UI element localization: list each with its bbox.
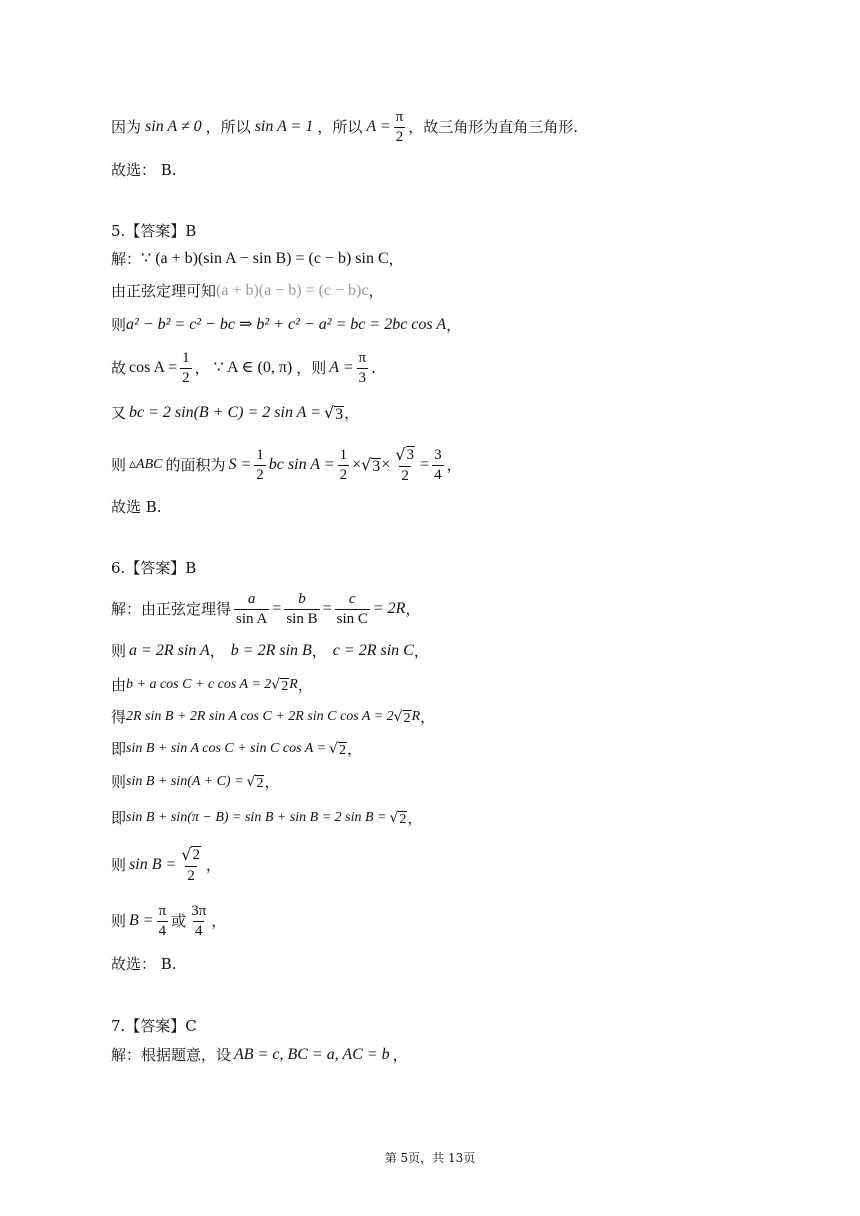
- q6-line-8: 则 sin B = √ 2 2 ，: [111, 844, 221, 884]
- sqrt: √ 2: [246, 774, 264, 791]
- fraction: $\frac{\pi}{4}$: [158, 902, 167, 939]
- page-footer: 第 5页，共 13页: [384, 1151, 476, 1165]
- fraction: $\frac{1}{2}$: [339, 446, 348, 483]
- fraction: √ 2 2: [181, 844, 200, 884]
- q6-line-1: 解：由正弦定理得 $\frac{a}{\text{sin A}}$ = $\frac{b}{\text{sin B}}$ = $\frac{c}{\text{sin C}}$ = 2R ，: [111, 590, 421, 627]
- q5-line-2: 由正弦定理可知 (a + b)(a − b) = (c − b)c ，: [111, 282, 384, 300]
- q6-line-3: 由 b + a cos C + c cos A = 2 √ 2 R ，: [111, 676, 313, 694]
- q7-line-1: 解：根据题意，设 AB = c, BC = a, AC = b ，: [111, 1046, 408, 1064]
- fraction: $\frac{3}{4}$: [434, 446, 442, 483]
- q5-header: 5.【答案】B: [111, 222, 197, 240]
- q6-line-5: 即 sin B + sin A cos C + sin C cos A = √ 2 ，: [111, 740, 362, 758]
- sqrt: √ 3: [323, 403, 344, 423]
- sqrt: √ 2: [389, 810, 407, 827]
- fraction: $\frac{1}{2}$: [182, 349, 190, 386]
- q6-line-7: 即 sin B + sin(π − B) = sin B + sin B = 2 sin B = √ 2 ，: [111, 809, 423, 827]
- fraction: $\frac{b}{\text{sin B}}$: [286, 590, 318, 627]
- q6-choice: 故选： B.: [111, 955, 177, 973]
- sqrt: √ 2: [271, 677, 289, 694]
- sqrt: √ 2: [393, 709, 411, 726]
- q6-line-9: 则 B = $\frac{\pi}{4}$ 或 $\frac{3\pi}{4}$ ，: [111, 902, 227, 939]
- q6-line-6: 则 sin B + sin(A + C) = √ 2 ，: [111, 773, 280, 791]
- q7-header: 7.【答案】C: [111, 1017, 197, 1035]
- fraction: $\frac{\pi}{2}$: [395, 108, 404, 145]
- q5-line-4: 故 cos A = $\frac{1}{2}$ ， ∵ A ∈ (0, π) ，则 A = $\frac{\pi}{3}$ .: [111, 349, 376, 386]
- fraction: $\frac{a}{\text{sin A}}$: [236, 590, 268, 627]
- prior-choice: 故选： B.: [111, 161, 177, 179]
- fraction: $\frac{1}{2}$: [256, 446, 264, 483]
- q5-choice: 故选 B.: [111, 498, 162, 516]
- sqrt: √ 2: [329, 741, 346, 758]
- sqrt: √ 3: [361, 455, 381, 475]
- q5-line-1: 解： ∵ (a + b)(sin A − sin B) = (c − b) sin C ，: [111, 250, 404, 268]
- q6-header: 6.【答案】B: [111, 559, 197, 577]
- q5-line-3: 则 a² − b² = c² − bc ⇒ b² + c² − a² = bc = 2bc cos A ，: [111, 316, 462, 334]
- q6-line-4: 得 2R sin B + 2R sin A cos C + 2R sin C cos A = 2 √ 2 R ，: [111, 708, 436, 726]
- q5-line-5: 又 bc = 2 sin(B + C) = 2 sin A = √ 3 ，: [111, 403, 360, 423]
- fraction: $\frac{3\pi}{4}$: [191, 902, 207, 939]
- fraction: √ 3 2: [395, 444, 415, 484]
- fraction: $\frac{\pi}{3}$: [358, 349, 367, 386]
- q5-line-6: 则 ▵ABC 的面积为 S = $\frac{1}{2}$ bc sin A = $\frac{1}{2}$ × √ 3 × √ 3 2 = $\frac{3}{4}$ ，: [111, 444, 462, 484]
- prior-line-1: 因为 sin A ≠ 0 ，所以 sin A = 1 ，所以 A = $\frac{\pi}{2}$ ，故三角形为直角三角形.: [111, 108, 579, 145]
- fraction: $\frac{c}{\text{sin C}}$: [336, 590, 368, 627]
- q6-line-2: 则 a = 2R sin A ， b = 2R sin B ， c = 2R sin C ，: [111, 642, 429, 660]
